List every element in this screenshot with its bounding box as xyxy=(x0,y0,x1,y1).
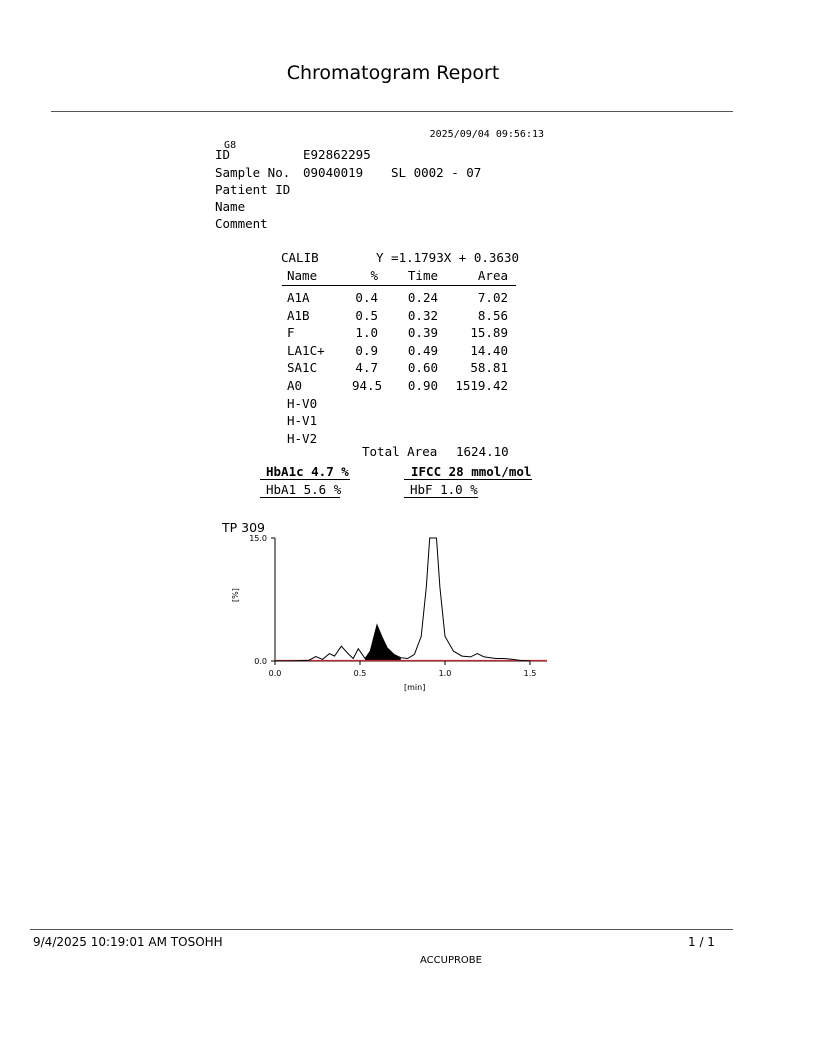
table-cell: SA1C xyxy=(287,360,318,376)
report-title: Chromatogram Report xyxy=(286,62,500,84)
table-cell: A1B xyxy=(287,307,310,323)
id-label: ID xyxy=(215,147,231,162)
comment-label: Comment xyxy=(215,216,268,231)
name-label: Name xyxy=(215,199,246,214)
table-cell: 0.49 xyxy=(407,342,438,358)
table-cell: 58.81 xyxy=(470,360,508,376)
table-cell: 0.39 xyxy=(407,325,438,341)
table-cell: A0 xyxy=(287,378,303,393)
table-cell: 0.90 xyxy=(407,378,438,393)
table-cell: 8.56 xyxy=(477,307,508,323)
x-tick-label: 1.0 xyxy=(438,669,452,678)
table-cell: H-V1 xyxy=(287,413,318,429)
total-area-value: 1624.10 xyxy=(456,444,509,459)
footer-center-label: ACCUPROBE xyxy=(420,955,482,966)
ifcc-underline xyxy=(404,479,532,480)
chart-title: TP 309 xyxy=(222,520,266,535)
table-cell: 94.5 xyxy=(352,378,383,393)
table-cell: 1.0 xyxy=(355,325,378,341)
title-divider xyxy=(51,111,733,112)
footer-timestamp: 9/4/2025 10:19:01 AM TOSOHH xyxy=(33,935,223,949)
report-datetime: 2025/09/04 09:56:13 xyxy=(429,129,544,140)
ifcc-result: IFCC 28 mmol/mol xyxy=(411,464,532,479)
sample-label: Sample No. xyxy=(215,165,291,180)
calib-equation: Y =1.1793X + 0.3630 xyxy=(376,250,519,265)
calib-label: CALIB xyxy=(281,250,319,265)
hba1c-underline xyxy=(260,479,350,480)
table-header-2: Time xyxy=(407,268,438,283)
x-tick-label: 1.5 xyxy=(523,669,537,678)
footer-page-number: 1 / 1 xyxy=(688,935,715,949)
table-cell: F xyxy=(287,325,295,341)
table-header-rule xyxy=(282,285,516,286)
table-cell: 15.89 xyxy=(470,325,508,341)
sample-position: SL 0002 - 07 xyxy=(391,165,482,180)
x-tick-label: 0.0 xyxy=(268,669,282,678)
table-cell: 0.4 xyxy=(355,290,378,305)
y-axis-label: [%] xyxy=(231,588,240,602)
chromatogram-trace xyxy=(275,538,530,661)
table-cell: 1519.42 xyxy=(455,378,508,393)
table-cell: A1A xyxy=(287,290,310,305)
table-cell: 0.32 xyxy=(407,307,438,323)
hba1-underline xyxy=(260,497,340,498)
table-cell: 0.5 xyxy=(355,307,378,323)
y-tick-label: 0.0 xyxy=(254,657,267,666)
report-header-row xyxy=(212,129,544,162)
table-cell: LA1C+ xyxy=(287,342,325,358)
chromatogram-chart xyxy=(210,510,580,695)
hba1c-result: HbA1c 4.7 % xyxy=(266,464,349,479)
patient-id-label: Patient ID xyxy=(215,182,291,197)
table-cell: H-V2 xyxy=(287,430,318,446)
table-header-0: Name xyxy=(287,268,318,283)
hbf-underline xyxy=(404,497,478,498)
table-cell: 0.60 xyxy=(407,360,438,376)
x-axis-label: [min] xyxy=(404,683,426,692)
table-cell: 0.9 xyxy=(355,342,378,358)
table-cell: 7.02 xyxy=(477,290,508,305)
hbf-result: HbF 1.0 % xyxy=(410,482,478,497)
y-tick-label: 15.0 xyxy=(249,534,267,543)
instrument-label: G8 xyxy=(224,140,237,151)
id-value: E92862295 xyxy=(303,147,371,162)
table-cell: 4.7 xyxy=(355,360,378,376)
table-cell: 14.40 xyxy=(470,342,508,358)
x-tick-label: 0.5 xyxy=(353,669,367,678)
hba1-result: HbA1 5.6 % xyxy=(266,482,342,497)
total-area-label: Total Area xyxy=(362,444,438,459)
table-header-1: % xyxy=(370,268,378,283)
sample-value: 09040019 xyxy=(303,165,364,180)
table-header-3: Area xyxy=(477,268,508,283)
table-cell: 0.24 xyxy=(407,290,438,305)
table-cell: H-V0 xyxy=(287,395,318,411)
footer-divider xyxy=(30,929,733,930)
